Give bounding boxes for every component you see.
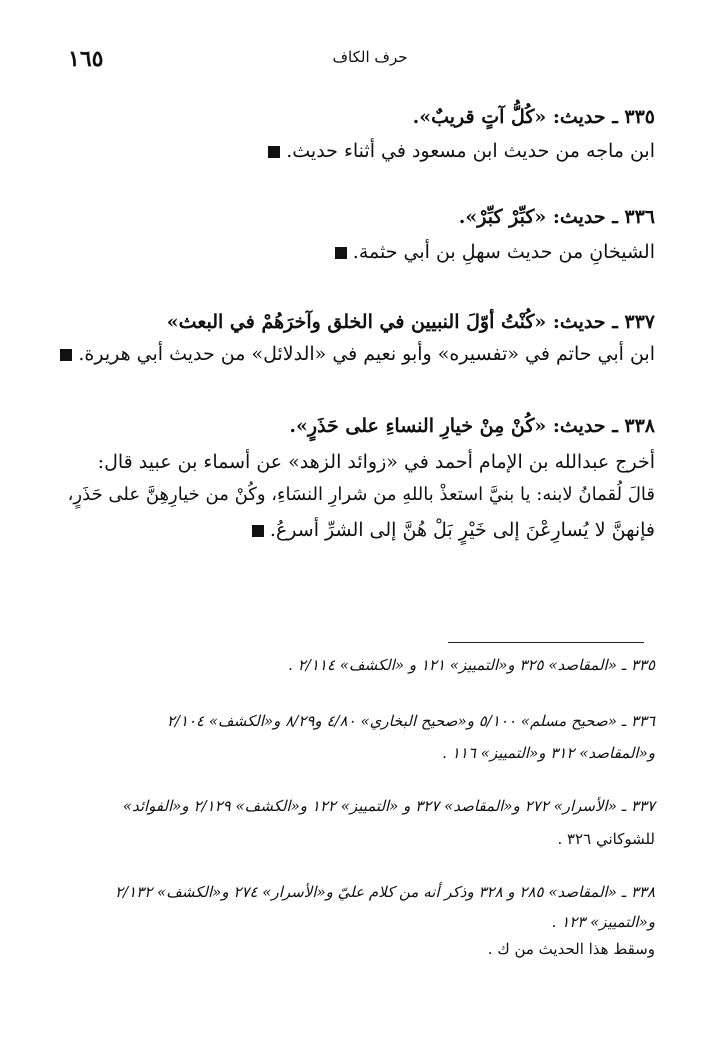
entry-337-heading: ٣٣٧ ـ حديث: «كُنْتُ أوّلَ النبيين في الخلق وآخرَهُمْ في البعث»	[166, 311, 655, 333]
end-square-icon	[60, 349, 72, 361]
entry-338-line-1: أخرج عبدالله بن الإمام أحمد في «زوائد الزهد» عن أسماء بن عبيد قال:	[97, 451, 655, 473]
footnote-336-line-1: ٣٣٦ ـ «صحيح مسلم» ٥/١٠٠ و«صحيح البخاري» ٤/٨٠ و٨/٢٩ و«الكشف» ٢/١٠٤	[166, 712, 655, 730]
running-title: حرف الكاف	[332, 48, 408, 66]
end-square-icon	[335, 247, 347, 259]
entry-338-quote-end: فإنهنَّ لا يُسارِعْنَ إلى خَيْرٍ بَلْ هُنَّ إلى الشرِّ أسرعُ.	[269, 519, 655, 541]
entry-337-text	[60, 343, 655, 365]
footnote-338-line-2: و«التمييز» ١٢٣ .	[551, 913, 655, 931]
entry-338-line-2: قالَ لُقمانُ لابنه: يا بنيَّ استعذْ باللهِ من شرارِ النسَاءِ، وكُنْ من خيارِهِنَّ على حَذَرٍ،	[67, 484, 655, 505]
footnote-337-line-2: للشوكاني ٣٢٦ .	[557, 830, 655, 848]
entry-336-heading: ٣٣٦ ـ حديث: «كبِّرْ كبِّرْ».	[458, 206, 655, 228]
entry-338-heading: ٣٣٨ ـ حديث: «كُنْ مِنْ خيارِ النساءِ على حَذَرٍ».	[289, 415, 655, 437]
entry-336-text	[335, 241, 655, 263]
page-number: ١٦٥	[68, 46, 104, 72]
entry-336-source: الشيخانِ من حديث سهلِ بن أبي حثمة.	[352, 241, 655, 263]
footnote-336-line-2: و«المقاصد» ٣١٢ و«التمييز» ١١٦ .	[442, 744, 655, 762]
end-square-icon	[252, 525, 264, 537]
entry-335-heading: ٣٣٥ ـ حديث: «كُلُّ آتٍ قريبٌ».	[412, 106, 655, 128]
footnote-335-line-1: ٣٣٥ ـ «المقاصد» ٣٢٥ و«التمييز» ١٢١ و «الكشف» ٢/١١٤ .	[288, 656, 655, 674]
footnote-separator	[448, 642, 644, 643]
entry-335-text	[268, 140, 655, 162]
footnote-338-line-3: وسقط هذا الحديث من ك .	[487, 940, 655, 958]
end-square-icon	[268, 146, 280, 158]
footnote-337-line-1: ٣٣٧ ـ «الأسرار» ٢٧٢ و«المقاصد» ٣٢٧ و «التمييز» ١٢٢ و«الكشف» ٢/١٢٩ و«الفوائد»	[122, 797, 655, 815]
footnote-338-line-1: ٣٣٨ ـ «المقاصد» ٢٨٥ و ٣٢٨ وذكر أنه من كلام عليّ و«الأسرار» ٢٧٤ و«الكشف» ٢/١٣٢	[115, 883, 655, 901]
entry-337-source: ابن أبي حاتم في «تفسيره» وأبو نعيم في «الدلائل» من حديث أبي هريرة.	[78, 343, 655, 365]
entry-338-line-3	[252, 519, 655, 541]
entry-335-source: ابن ماجه من حديث ابن مسعود في أثناء حديث.	[286, 140, 655, 162]
